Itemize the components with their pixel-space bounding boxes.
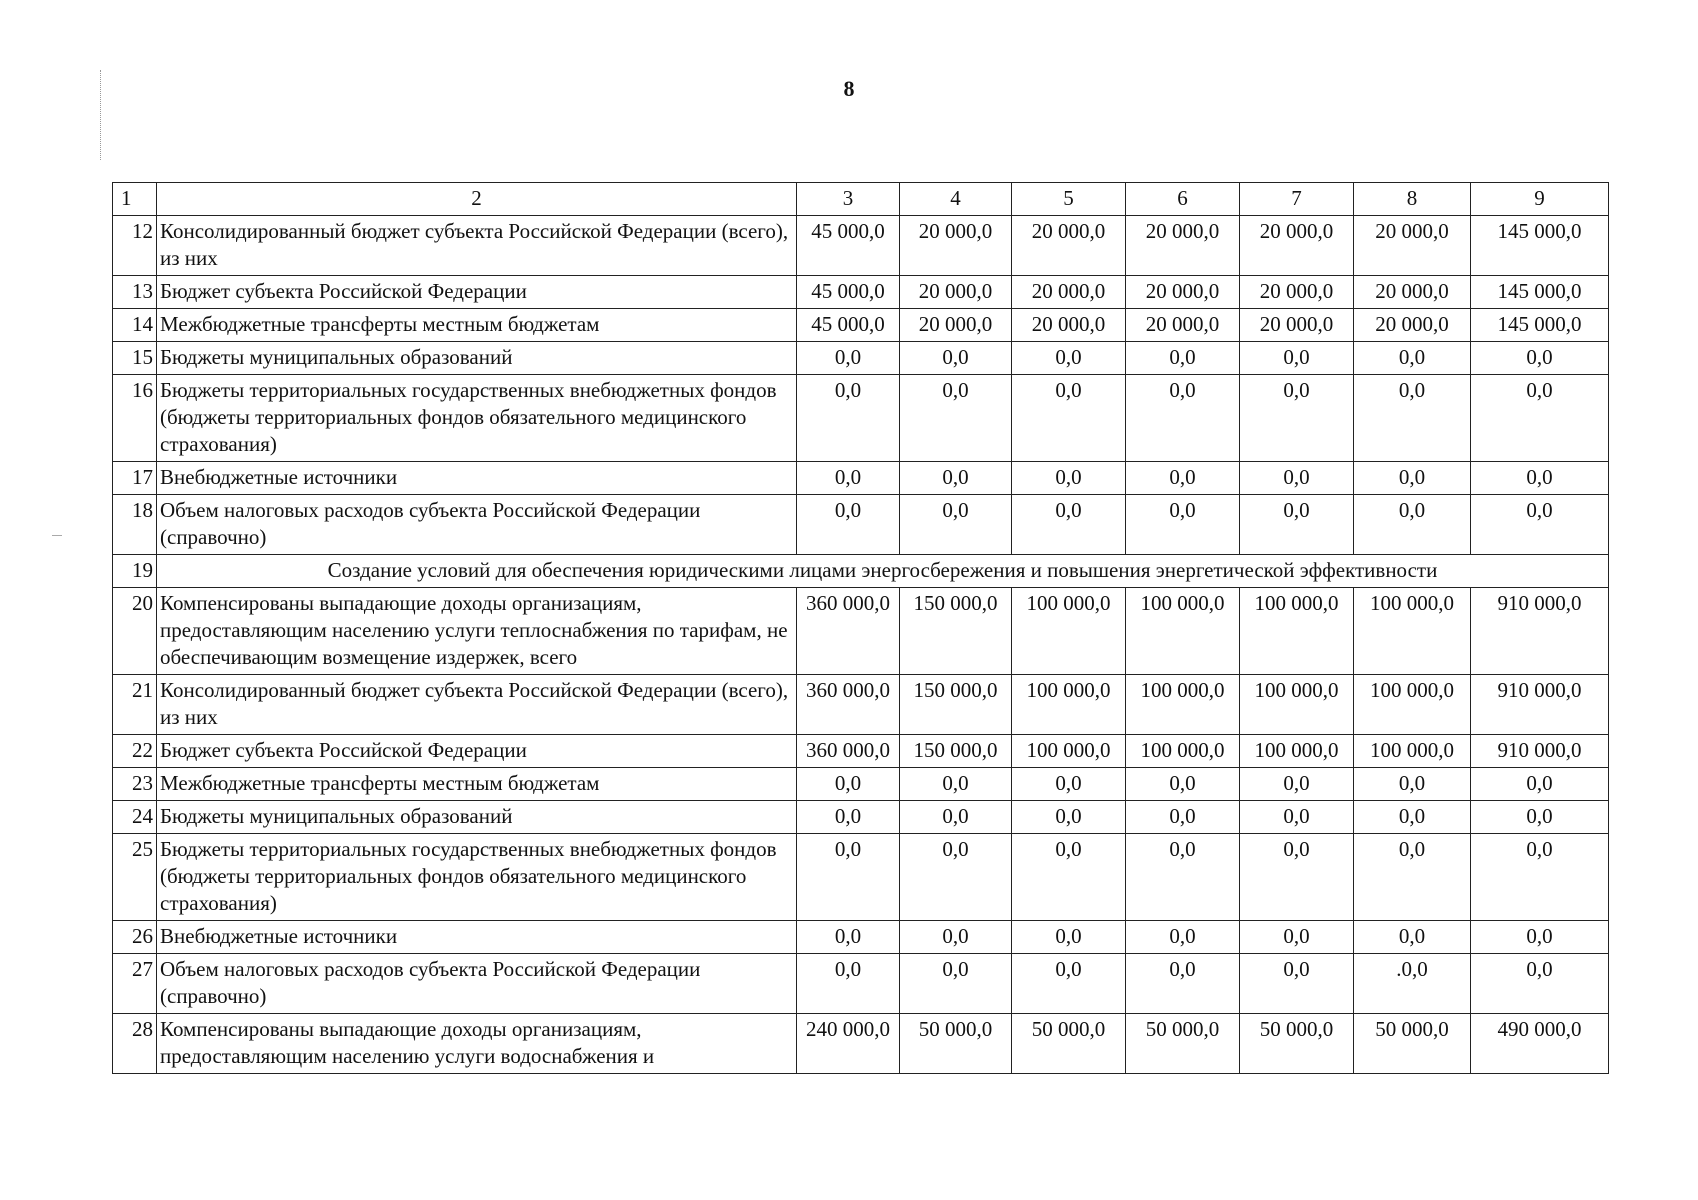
value-cell: 0,0 [1012,921,1126,954]
value-cell: 0,0 [1126,342,1240,375]
value-cell: 0,0 [1471,462,1609,495]
value-cell: 20 000,0 [1012,216,1126,276]
table-header-row [113,183,1609,216]
value-cell: 0,0 [1012,375,1126,462]
value-cell: 100 000,0 [1354,675,1471,735]
scan-margin-dash [52,535,62,536]
value-cell: 0,0 [1354,375,1471,462]
value-cell: 0,0 [900,768,1012,801]
value-cell: 20 000,0 [1012,276,1126,309]
table-row [113,462,1609,495]
value-cell: 360 000,0 [797,675,900,735]
value-cell: 0,0 [1012,462,1126,495]
row-name: Компенсированы выпадающие доходы организациям, предоставляющим населению услуги теплоснабжения по тарифам, не обеспечивающим возмещение издержек, всего [157,588,797,675]
row-name: Консолидированный бюджет субъекта Российской Федерации (всего), из них [157,216,797,276]
value-cell: 0,0 [1471,768,1609,801]
value-cell: 0,0 [1012,801,1126,834]
value-cell: .0,0 [1354,954,1471,1014]
value-cell: 50 000,0 [1012,1014,1126,1074]
value-cell: 0,0 [1126,375,1240,462]
value-cell: 20 000,0 [900,276,1012,309]
value-cell: 145 000,0 [1471,309,1609,342]
value-cell: 100 000,0 [1240,588,1354,675]
row-name: Бюджеты территориальных государственных внебюджетных фондов (бюджеты территориальных фондов обязательного медицинского страхования) [157,834,797,921]
value-cell: 20 000,0 [1240,216,1354,276]
value-cell: 0,0 [1471,921,1609,954]
value-cell: 45 000,0 [797,309,900,342]
row-number: 14 [113,309,157,342]
row-name: Межбюджетные трансферты местным бюджетам [157,768,797,801]
value-cell: 0,0 [1240,462,1354,495]
value-cell: 45 000,0 [797,276,900,309]
table-row [113,495,1609,555]
budget-table [112,182,1609,1074]
value-cell: 0,0 [900,921,1012,954]
value-cell: 0,0 [1354,462,1471,495]
value-cell: 0,0 [1240,342,1354,375]
value-cell: 20 000,0 [1354,216,1471,276]
value-cell: 0,0 [1126,921,1240,954]
value-cell: 20 000,0 [900,309,1012,342]
value-cell: 100 000,0 [1012,588,1126,675]
value-cell: 0,0 [1354,495,1471,555]
value-cell: 20 000,0 [1240,276,1354,309]
value-cell: 0,0 [900,495,1012,555]
value-cell: 0,0 [797,462,900,495]
value-cell: 20 000,0 [1354,276,1471,309]
value-cell: 0,0 [1471,375,1609,462]
row-name: Бюджеты территориальных государственных внебюджетных фондов (бюджеты территориальных фондов обязательного медицинского страхования) [157,375,797,462]
value-cell: 20 000,0 [1012,309,1126,342]
row-name: Бюджеты муниципальных образований [157,342,797,375]
value-cell: 100 000,0 [1012,735,1126,768]
table-row [113,921,1609,954]
header-cell: 3 [797,183,900,216]
row-name: Компенсированы выпадающие доходы организациям, предоставляющим населению услуги водоснабжения и [157,1014,797,1074]
header-cell: 4 [900,183,1012,216]
value-cell: 0,0 [1012,954,1126,1014]
value-cell: 20 000,0 [900,216,1012,276]
value-cell: 0,0 [900,954,1012,1014]
value-cell: 0,0 [1012,495,1126,555]
row-number: 19 [113,555,157,588]
value-cell: 0,0 [900,834,1012,921]
row-number: 15 [113,342,157,375]
value-cell: 0,0 [797,954,900,1014]
value-cell: 0,0 [797,342,900,375]
row-number: 12 [113,216,157,276]
value-cell: 0,0 [1012,834,1126,921]
section-row [113,555,1609,588]
header-cell: 9 [1471,183,1609,216]
value-cell: 100 000,0 [1126,588,1240,675]
value-cell: 240 000,0 [797,1014,900,1074]
row-number: 17 [113,462,157,495]
value-cell: 490 000,0 [1471,1014,1609,1074]
value-cell: 145 000,0 [1471,276,1609,309]
value-cell: 100 000,0 [1354,735,1471,768]
value-cell: 50 000,0 [900,1014,1012,1074]
value-cell: 20 000,0 [1126,309,1240,342]
value-cell: 45 000,0 [797,216,900,276]
row-number: 13 [113,276,157,309]
page-number: 8 [843,76,855,101]
value-cell: 0,0 [1240,375,1354,462]
section-title: Создание условий для обеспечения юридическими лицами энергосбережения и повышения энергетической эффективности [157,555,1609,588]
table-row [113,768,1609,801]
row-number: 26 [113,921,157,954]
row-number: 21 [113,675,157,735]
row-name: Внебюджетные источники [157,921,797,954]
header-cell: 1 [113,183,157,216]
value-cell: 360 000,0 [797,588,900,675]
row-name: Бюджет субъекта Российской Федерации [157,276,797,309]
row-name: Внебюджетные источники [157,462,797,495]
value-cell: 0,0 [1240,954,1354,1014]
value-cell: 0,0 [1240,834,1354,921]
value-cell: 0,0 [1126,834,1240,921]
value-cell: 100 000,0 [1240,675,1354,735]
value-cell: 0,0 [797,768,900,801]
table-row [113,1014,1609,1074]
value-cell: 0,0 [1240,801,1354,834]
header-cell: 2 [157,183,797,216]
value-cell: 910 000,0 [1471,735,1609,768]
table-row [113,675,1609,735]
row-number: 16 [113,375,157,462]
header-cell: 5 [1012,183,1126,216]
row-name: Объем налоговых расходов субъекта Российской Федерации (справочно) [157,954,797,1014]
table-row [113,375,1609,462]
value-cell: 50 000,0 [1354,1014,1471,1074]
value-cell: 910 000,0 [1471,675,1609,735]
row-name: Бюджеты муниципальных образований [157,801,797,834]
value-cell: 0,0 [1354,921,1471,954]
header-cell: 7 [1240,183,1354,216]
value-cell: 0,0 [1240,921,1354,954]
value-cell: 100 000,0 [1354,588,1471,675]
table-row [113,309,1609,342]
row-number: 23 [113,768,157,801]
table-row [113,216,1609,276]
value-cell: 0,0 [1471,495,1609,555]
table-row [113,801,1609,834]
value-cell: 0,0 [1126,768,1240,801]
row-number: 18 [113,495,157,555]
value-cell: 20 000,0 [1126,216,1240,276]
value-cell: 20 000,0 [1240,309,1354,342]
value-cell: 0,0 [797,375,900,462]
header-cell: 6 [1126,183,1240,216]
value-cell: 0,0 [900,375,1012,462]
value-cell: 0,0 [1354,342,1471,375]
value-cell: 150 000,0 [900,588,1012,675]
row-number: 28 [113,1014,157,1074]
row-number: 24 [113,801,157,834]
value-cell: 100 000,0 [1126,735,1240,768]
value-cell: 0,0 [900,342,1012,375]
table-row [113,588,1609,675]
value-cell: 0,0 [1471,801,1609,834]
value-cell: 0,0 [1471,834,1609,921]
value-cell: 50 000,0 [1240,1014,1354,1074]
row-number: 22 [113,735,157,768]
value-cell: 0,0 [900,801,1012,834]
table-row [113,276,1609,309]
value-cell: 0,0 [1471,954,1609,1014]
value-cell: 0,0 [797,801,900,834]
value-cell: 0,0 [1240,495,1354,555]
value-cell: 100 000,0 [1126,675,1240,735]
table-row [113,735,1609,768]
row-name: Бюджет субъекта Российской Федерации [157,735,797,768]
table-row [113,342,1609,375]
row-number: 27 [113,954,157,1014]
value-cell: 150 000,0 [900,735,1012,768]
value-cell: 0,0 [1354,801,1471,834]
value-cell: 360 000,0 [797,735,900,768]
value-cell: 100 000,0 [1240,735,1354,768]
row-number: 25 [113,834,157,921]
value-cell: 0,0 [1126,495,1240,555]
value-cell: 0,0 [1126,462,1240,495]
value-cell: 910 000,0 [1471,588,1609,675]
value-cell: 0,0 [1126,801,1240,834]
row-name: Объем налоговых расходов субъекта Российской Федерации (справочно) [157,495,797,555]
value-cell: 0,0 [1126,954,1240,1014]
value-cell: 0,0 [1354,834,1471,921]
value-cell: 0,0 [797,834,900,921]
value-cell: 0,0 [1354,768,1471,801]
value-cell: 0,0 [1012,768,1126,801]
value-cell: 100 000,0 [1012,675,1126,735]
row-number: 20 [113,588,157,675]
value-cell: 0,0 [900,462,1012,495]
value-cell: 0,0 [1240,768,1354,801]
value-cell: 0,0 [797,921,900,954]
row-name: Консолидированный бюджет субъекта Российской Федерации (всего), из них [157,675,797,735]
value-cell: 0,0 [797,495,900,555]
table-row [113,834,1609,921]
value-cell: 150 000,0 [900,675,1012,735]
value-cell: 20 000,0 [1354,309,1471,342]
table-row [113,954,1609,1014]
row-name: Межбюджетные трансферты местным бюджетам [157,309,797,342]
value-cell: 0,0 [1012,342,1126,375]
value-cell: 0,0 [1471,342,1609,375]
value-cell: 20 000,0 [1126,276,1240,309]
value-cell: 145 000,0 [1471,216,1609,276]
value-cell: 50 000,0 [1126,1014,1240,1074]
header-cell: 8 [1354,183,1471,216]
